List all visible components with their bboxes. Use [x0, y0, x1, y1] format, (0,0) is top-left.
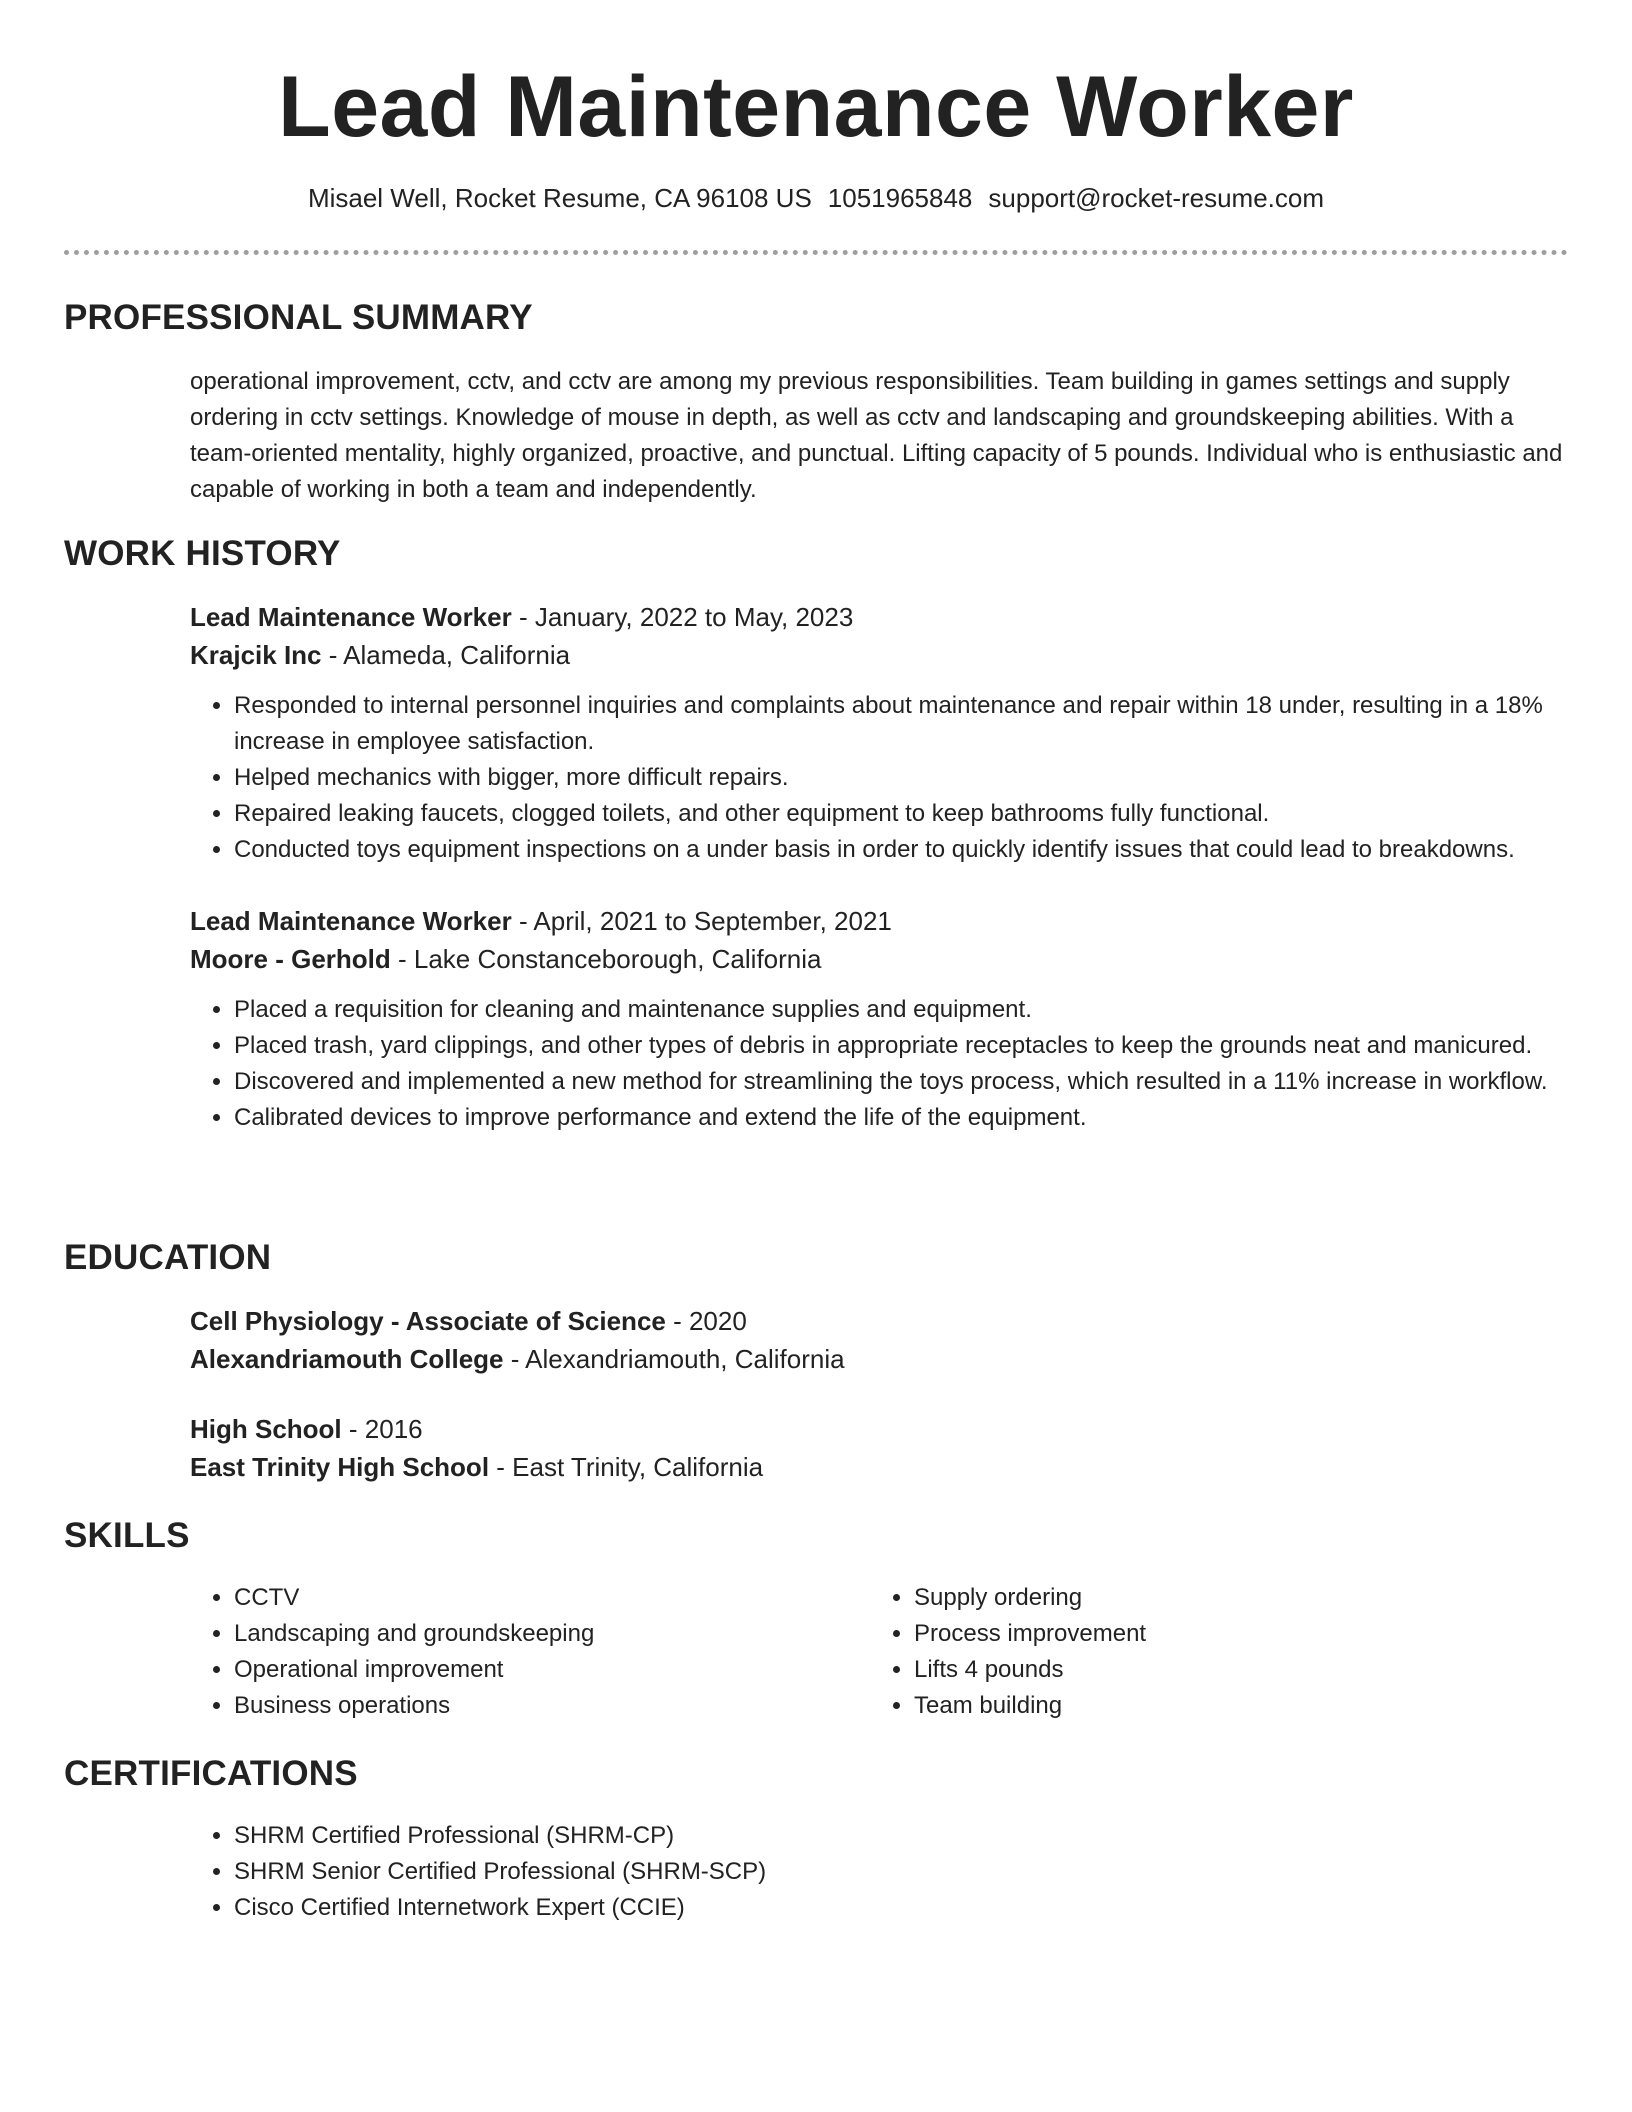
- job-bullet: • Helped mechanics with bigger, more difficult repairs.: [234, 760, 1570, 796]
- job-location: - Lake Constanceborough, California: [390, 944, 822, 974]
- education-school: Alexandriamouth College: [190, 1344, 504, 1374]
- certifications-list: [190, 1818, 1570, 1926]
- job-company: Krajcik Inc: [190, 640, 322, 670]
- education-school-line: [190, 1448, 1570, 1486]
- education-entry: [190, 1302, 1570, 1378]
- job-bullet: • Placed trash, yard clippings, and other types of debris in appropriate receptacles to keep the grounds neat and manicured.: [234, 1028, 1570, 1064]
- summary-heading: PROFESSIONAL SUMMARY: [64, 298, 533, 337]
- job-bullet: • Discovered and implemented a new method for streamlining the toys process, which resulted in a 11% increase in workflow.: [234, 1064, 1570, 1100]
- education-year: - 2020: [665, 1306, 747, 1336]
- summary-body: [190, 364, 1570, 508]
- header-divider: [64, 250, 1568, 255]
- skill-item: • Lifts 4 pounds: [914, 1652, 1550, 1688]
- education-degree: High School: [190, 1414, 342, 1444]
- job-bullet: • Placed a requisition for cleaning and maintenance supplies and equipment.: [234, 992, 1570, 1028]
- skills-grid: [190, 1580, 1570, 1724]
- certification-item: • SHRM Certified Professional (SHRM-CP): [234, 1818, 1570, 1854]
- education-degree: Cell Physiology - Associate of Science: [190, 1306, 666, 1336]
- job-company-line: [190, 940, 1570, 978]
- certifications-heading: CERTIFICATIONS: [64, 1754, 358, 1793]
- skills-list: [190, 1580, 1570, 1724]
- job-title-line: [190, 902, 1570, 940]
- education-school-line: [190, 1340, 1570, 1378]
- skill-item: • Supply ordering: [914, 1580, 1550, 1616]
- skills-column-left: [190, 1580, 870, 1724]
- resume-name: Lead Maintenance Worker: [278, 59, 1354, 155]
- education-school: East Trinity High School: [190, 1452, 490, 1482]
- job-role: Lead Maintenance Worker: [190, 602, 512, 632]
- education-location: - East Trinity, California: [489, 1452, 764, 1482]
- education-degree-line: [190, 1302, 1570, 1340]
- job-title-line: [190, 598, 1570, 636]
- job-bullet: • Repaired leaking faucets, clogged toilets, and other equipment to keep bathrooms fully functional.: [234, 796, 1570, 832]
- job-role: Lead Maintenance Worker: [190, 906, 512, 936]
- job-bullet: • Calibrated devices to improve performance and extend the life of the equipment.: [234, 1100, 1570, 1136]
- skills-column-right: [870, 1580, 1550, 1724]
- job-bullets: [190, 688, 1570, 868]
- job-bullet: • Conducted toys equipment inspections on a under basis in order to quickly identify issues that could lead to breakdowns.: [234, 832, 1570, 868]
- skill-item: • Landscaping and groundskeeping: [234, 1616, 870, 1652]
- certification-item: • Cisco Certified Internetwork Expert (CCIE): [234, 1890, 1570, 1926]
- job-bullets: [190, 992, 1570, 1136]
- contact-email: support@rocket-resume.com: [988, 183, 1325, 213]
- job-entry: [190, 598, 1570, 868]
- job-company: Moore - Gerhold: [190, 944, 391, 974]
- skills-heading: SKILLS: [64, 1516, 190, 1555]
- skill-item: • Operational improvement: [234, 1652, 870, 1688]
- job-bullet: • Responded to internal personnel inquiries and complaints about maintenance and repair within 18 under, resulting in a 18% increase in employee satisfaction.: [234, 688, 1570, 760]
- job-location: - Alameda, California: [321, 640, 571, 670]
- contact-address: Misael Well, Rocket Resume, CA 96108 US: [307, 183, 812, 213]
- summary-text: operational improvement, cctv, and cctv are among my previous responsibilities. Team building in games settings and supply ordering in cctv settings. Knowledge of mouse in depth, as well as cctv and landscaping and groundskeeping abilities. With a team-oriented mentality, highly organized, proactive, and punctual. Lifting capacity of 5 pounds. Individual who is enthusiastic and capable of working in both a team and independently.: [190, 368, 1563, 503]
- job-entry: [190, 902, 1570, 1136]
- certification-bullets: [190, 1818, 1570, 1926]
- skill-item: • Team building: [914, 1688, 1550, 1724]
- job-dates: - April, 2021 to September, 2021: [511, 906, 892, 936]
- contact-phone: 1051965848: [827, 183, 973, 213]
- skill-item: • Process improvement: [914, 1616, 1550, 1652]
- skill-item: • CCTV: [234, 1580, 870, 1616]
- education-heading: EDUCATION: [64, 1238, 272, 1277]
- job-dates: - January, 2022 to May, 2023: [511, 602, 854, 632]
- education-entry: [190, 1410, 1570, 1486]
- education-year: - 2016: [341, 1414, 423, 1444]
- skill-item: • Business operations: [234, 1688, 870, 1724]
- education-degree-line: [190, 1410, 1570, 1448]
- work-history-heading: WORK HISTORY: [64, 534, 341, 573]
- certification-item: • SHRM Senior Certified Professional (SHRM-SCP): [234, 1854, 1570, 1890]
- job-company-line: [190, 636, 1570, 674]
- education-location: - Alexandriamouth, California: [503, 1344, 845, 1374]
- contact-line: [0, 180, 1632, 216]
